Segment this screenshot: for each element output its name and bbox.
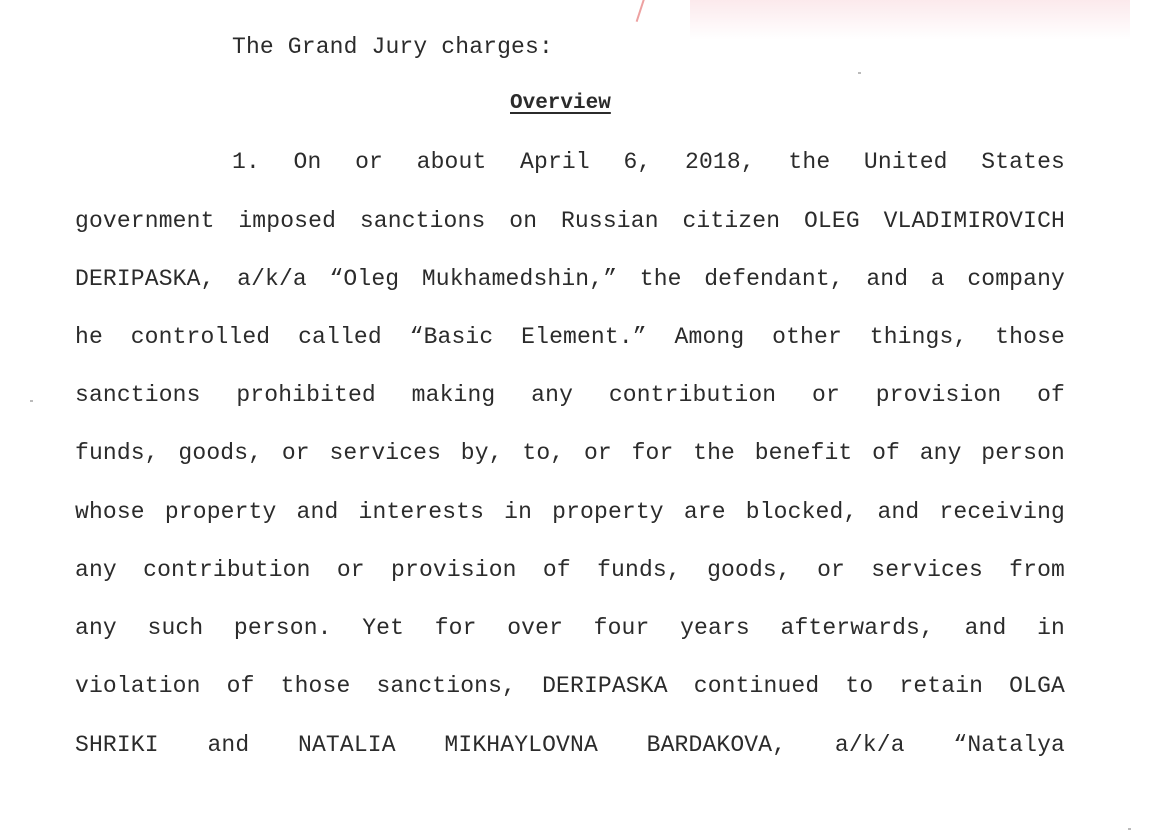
paragraph-line-5: sanctions prohibited making any contribution or provision of xyxy=(75,382,1065,408)
paragraph-line-2: government imposed sanctions on Russian citizen OLEG VLADIMIROVICH xyxy=(75,208,1065,234)
scan-speck xyxy=(858,72,861,74)
paragraph-line-9: any such person. Yet for over four years afterwards, and in xyxy=(75,615,1065,641)
section-heading: Overview xyxy=(510,92,611,115)
paragraph-line-7: whose property and interests in property are blocked, and receiving xyxy=(75,499,1065,525)
paragraph-line-3: DERIPASKA, a/k/a “Oleg Mukhamedshin,” the defendant, and a company xyxy=(75,266,1065,292)
paragraph-line-10: violation of those sanctions, DERIPASKA continued to retain OLGA xyxy=(75,673,1065,699)
intro-line: The Grand Jury charges: xyxy=(232,34,553,60)
paragraph-line-1: 1. On or about April 6, 2018, the United States xyxy=(232,149,1065,175)
scan-speck xyxy=(30,400,33,402)
paragraph-line-4: he controlled called “Basic Element.” Among other things, those xyxy=(75,324,1065,350)
margin-pen-mark xyxy=(636,0,657,25)
paragraph-line-8: any contribution or provision of funds, goods, or services from xyxy=(75,557,1065,583)
margin-stamp-residue xyxy=(690,0,1130,40)
paragraph-line-11: SHRIKI and NATALIA MIKHAYLOVNA BARDAKOVA, a/k/a “Natalya xyxy=(75,732,1065,758)
paragraph-line-6: funds, goods, or services by, to, or for the benefit of any person xyxy=(75,440,1065,466)
scan-speck xyxy=(1128,828,1131,830)
